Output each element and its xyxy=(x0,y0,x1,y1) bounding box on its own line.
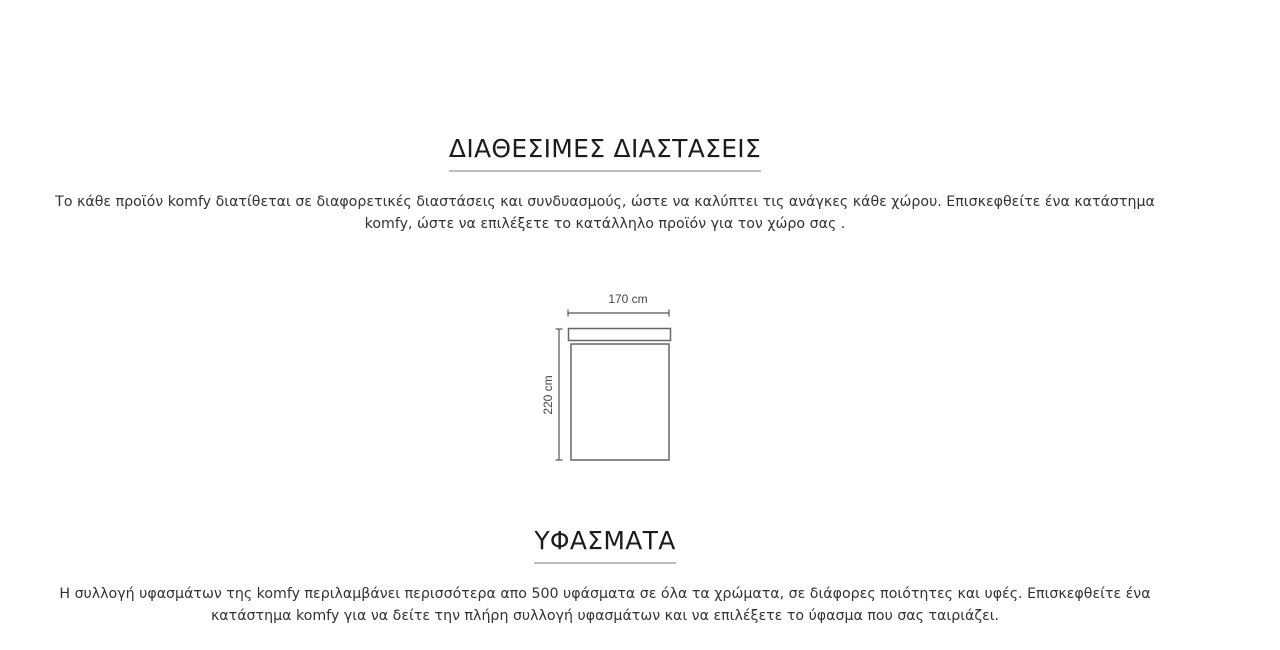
width-dimension-line xyxy=(568,310,669,317)
bed-mattress xyxy=(571,344,669,460)
bed-headboard xyxy=(569,329,671,341)
length-dimension-line xyxy=(556,329,563,460)
fabrics-description: Η συλλογή υφασμάτων της komfy περιλαμβάνει περισσότερα απο 500 υφάσματα σε όλα τα χρώματα, σε διάφορες ποιότητες και υφές. Επισκεφθείτε ένα κατάστημα komfy για να δείτε την πλήρη συλλογή υφασμάτων και να επιλέξετε το ύφασμα που σας ταιριάζει. xyxy=(59,586,1151,624)
fabrics-section-title xyxy=(0,526,1210,564)
fabrics-heading: ΥΦΑΣΜΑΤΑ xyxy=(534,526,675,564)
length-dimension-label: 220 cm xyxy=(541,375,555,415)
bed-dimensions-diagram xyxy=(530,285,690,470)
dimensions-heading: ΔΙΑΘΕΣΙΜΕΣ ΔΙΑΣΤΑΣΕΙΣ xyxy=(449,134,761,172)
width-dimension-label: 170 cm xyxy=(608,292,648,306)
dimensions-section-title xyxy=(0,134,1210,172)
dimensions-description: Το κάθε προϊόν komfy διατίθεται σε διαφορετικές διαστάσεις και συνδυασμούς, ώστε να καλύπτει τις ανάγκες κάθε χώρου. Επισκεφθείτε ένα κατάστημα komfy, ώστε να επιλέξετε το κατάλληλο προϊόν για τον χώρο σας . xyxy=(55,194,1155,232)
